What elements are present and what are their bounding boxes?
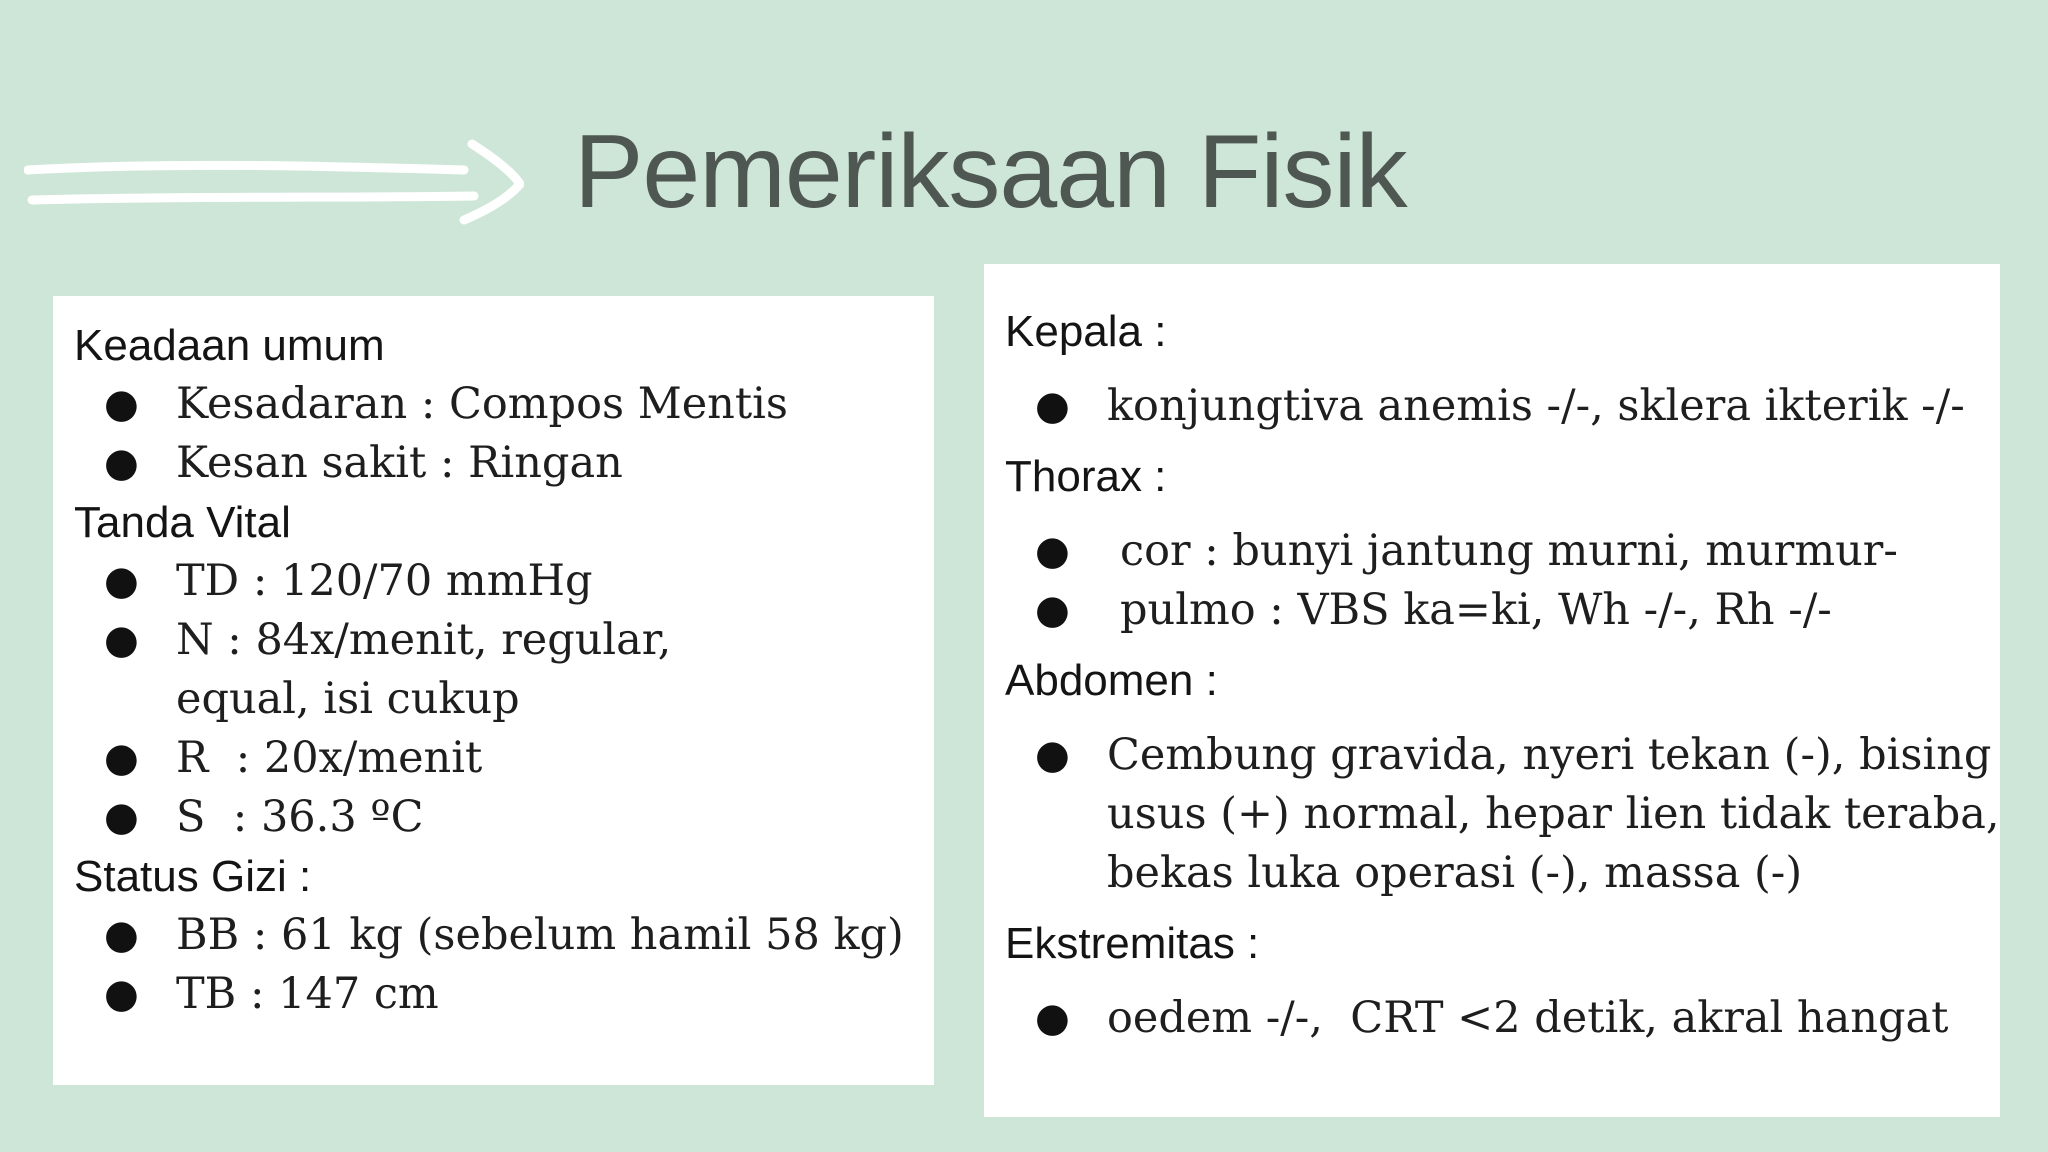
list-item: ● Cembung gravida, nyeri tekan (-), bising usus (+) normal, hepar lien tidak teraba, bekas luka operasi (-), massa (-) — [1005, 726, 1982, 903]
ekstremitas-list — [1005, 989, 1982, 1048]
list-item: ● TD : 120/70 mmHg — [74, 552, 914, 611]
kepala-list — [1005, 377, 1982, 436]
list-item: ● pulmo : VBS ka=ki, Wh -/-, Rh -/- — [1005, 581, 1982, 640]
list-item: ● BB : 61 kg (sebelum hamil 58 kg) — [74, 906, 914, 965]
list-item: ● Kesan sakit : Ringan — [74, 434, 914, 493]
bullet-icon: ● — [104, 440, 139, 486]
section-heading-status-gizi: Status Gizi : — [74, 852, 312, 901]
bullet-icon: ● — [104, 558, 139, 604]
tanda-vital-list — [74, 552, 914, 847]
section-heading-thorax: Thorax : — [1005, 452, 1167, 501]
section-heading-ekstremitas: Ekstremitas : — [1005, 919, 1260, 968]
page-title: Pemeriksaan Fisik — [574, 114, 1407, 230]
list-item: ● Kesadaran : Compos Mentis — [74, 375, 914, 434]
keadaan-umum-list — [74, 375, 914, 493]
list-item: ● oedem -/-, CRT <2 detik, akral hangat — [1005, 989, 1982, 1048]
list-item: ● N : 84x/menit, regular, equal, isi cukup — [74, 611, 914, 729]
bullet-icon: ● — [1035, 528, 1070, 574]
systemic-exam-card — [984, 264, 2000, 1117]
list-item: ● S : 36.3 ºC — [74, 788, 914, 847]
bullet-icon: ● — [1035, 732, 1070, 778]
section-heading-kepala: Kepala : — [1005, 307, 1167, 356]
bullet-icon: ● — [104, 971, 139, 1017]
bullet-icon: ● — [1035, 383, 1070, 429]
double-arrow-icon — [24, 138, 524, 228]
list-item: ● cor : bunyi jantung murni, murmur- — [1005, 522, 1982, 581]
section-heading-tanda-vital: Tanda Vital — [74, 498, 291, 547]
section-heading-keadaan-umum: Keadaan umum — [74, 321, 385, 370]
bullet-icon: ● — [104, 381, 139, 427]
thorax-list — [1005, 522, 1982, 640]
bullet-icon: ● — [104, 794, 139, 840]
list-item: ● konjungtiva anemis -/-, sklera ikterik -/- — [1005, 377, 1982, 436]
list-item: ● R : 20x/menit — [74, 729, 914, 788]
status-gizi-list — [74, 906, 914, 1024]
bullet-icon: ● — [1035, 995, 1070, 1041]
bullet-icon: ● — [104, 617, 139, 663]
bullet-icon: ● — [104, 735, 139, 781]
bullet-icon: ● — [1035, 587, 1070, 633]
list-item: ● TB : 147 cm — [74, 965, 914, 1024]
section-heading-abdomen: Abdomen : — [1005, 656, 1218, 705]
general-exam-card — [53, 296, 934, 1085]
bullet-icon: ● — [104, 912, 139, 958]
abdomen-list — [1005, 726, 2000, 903]
